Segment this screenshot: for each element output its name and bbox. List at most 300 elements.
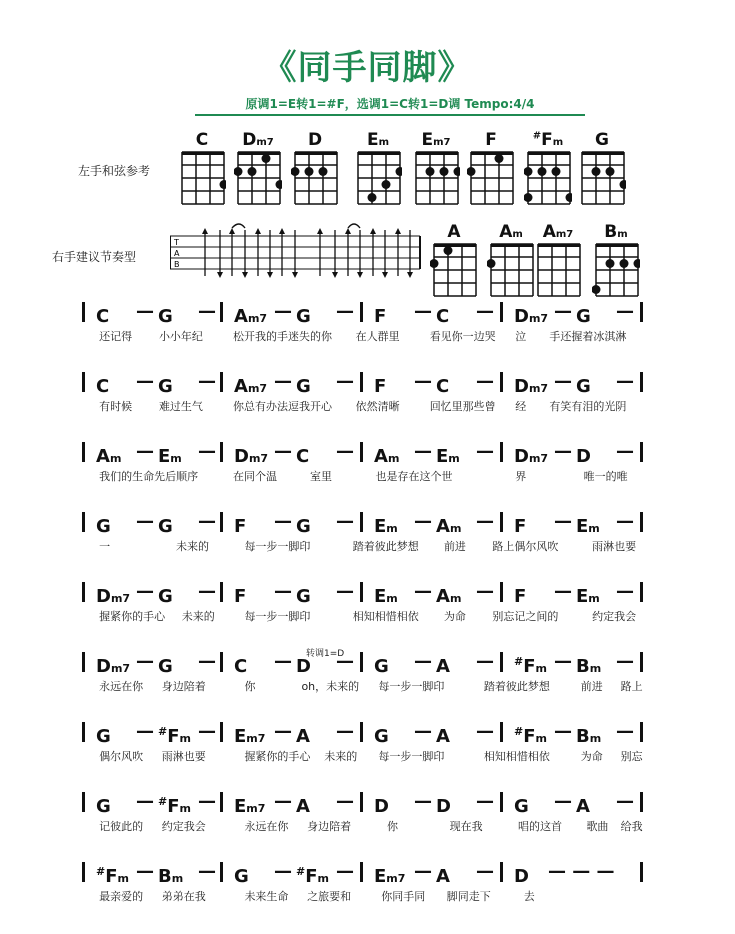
left-hand-label: 左手和弦参考 [78,164,151,178]
chord-quality: m7 [247,382,268,395]
lyric-text: 未来生命 [244,890,289,903]
barline [360,862,363,882]
lyric-text: 相知相惜相依 [352,610,419,623]
chord-quality: m [588,522,600,535]
lyric-text: 也是存在这个世 [375,470,453,483]
chord-root: E [436,446,449,467]
chord-symbol [436,790,451,821]
hold-dash: — [136,301,154,322]
lyric-text: 依然清晰 [355,400,400,413]
chord-root: C [296,446,310,467]
chord-symbol [436,300,449,331]
fretboard-grid [487,242,535,302]
chord-line [82,790,652,817]
lyric-text: 永远在你 [99,680,144,693]
chord-symbol [234,790,265,821]
barline [500,862,503,882]
chord-line [82,370,652,397]
lyric-line [82,749,652,765]
lyric-text: 你 [244,680,256,693]
lyric-text: 难过生气 [158,400,203,413]
chord-quality: m7 [247,312,268,325]
chord-root: F [234,586,247,607]
hold-dash: — [476,441,494,462]
lyric-text: 之旅要和 [307,890,352,903]
hold-dash: — [198,511,216,532]
chord-symbol [158,790,191,821]
chord-root: A [436,516,450,537]
chord-symbol [576,370,591,401]
hold-dash: — [136,511,154,532]
chord-root: G [158,656,173,677]
lyric-text: 为命 [443,610,466,623]
chord-root: G [374,656,389,677]
chord-root: F [167,796,180,817]
lyric-text: 弟弟在我 [161,890,206,903]
lyric-text: 每一步一脚印 [378,750,445,763]
lyric-text: 未来的 [176,540,210,553]
sharp-sign: # [514,655,524,668]
chord-symbol [436,860,450,891]
chord-symbol [374,650,389,681]
chord-symbol [158,300,173,331]
chord-diagram-name [178,130,226,150]
chord-root: B [158,866,172,887]
hold-dash: — [336,511,354,532]
fretboard-grid [578,150,626,210]
lyric-text: 路上 [620,680,643,693]
lyric-text: 唱的这首 [518,820,563,833]
chord-root: G [158,306,173,327]
barline [640,372,643,392]
chord-symbol [158,860,183,891]
barline [360,582,363,602]
fretboard-grid [178,150,226,210]
lyric-line [82,609,652,625]
chord-root: A [374,446,388,467]
chord-quality: m [617,229,628,240]
lyric-text: 雨淋也要 [592,540,637,553]
hold-dash: — [274,791,292,812]
hold-dash: — [414,651,432,672]
lyric-text: 身边陪着 [161,680,206,693]
chord-quality: m7 [246,802,266,815]
lyric-text: 在人群里 [355,330,400,343]
barline [500,512,503,532]
hold-dash: — [274,651,292,672]
barline [82,372,85,392]
lyric-text: 去 [523,890,535,903]
chord-root: A [296,796,310,817]
chord-diagram-g [578,130,626,210]
chord-quality: m [448,452,460,465]
lyric-text: 每一步一脚印 [244,540,311,553]
lyric-text: 前进 [443,540,466,553]
hold-dash: — [336,371,354,392]
chord-root: D [296,656,311,677]
barline [220,442,223,462]
chord-root: A [96,446,110,467]
lyric-text: 还记得 [99,330,133,343]
chord-diagram-am7 [534,222,582,302]
hold-dash: — [476,301,494,322]
hold-dash: — [414,371,432,392]
rhythm-pattern-tab [170,222,425,284]
barline [82,792,85,812]
chord-quality: m7 [386,872,406,885]
barline [500,442,503,462]
chord-symbol [296,790,310,821]
lyric-text: 最亲爱的 [99,890,144,903]
hold-dash: — [198,721,216,742]
barline [500,582,503,602]
sharp-sign: # [96,865,106,878]
hold-dash: — [198,581,216,602]
chord-line [82,300,652,327]
chord-root: D [242,130,257,150]
barline [82,722,85,742]
chord-quality: m7 [528,312,549,325]
fretboard-grid [354,150,402,210]
chord-root: B [576,726,590,747]
hold-dash: — [198,441,216,462]
chord-symbol [296,860,329,891]
lyric-text: 界 [515,470,527,483]
barline [82,652,85,672]
chord-symbol [158,370,173,401]
chord-symbol [514,300,548,331]
hold-dash: — [414,791,432,812]
barline [640,652,643,672]
chord-root: G [576,376,591,397]
chord-root: G [296,376,311,397]
chord-quality: m7 [555,229,574,240]
chord-symbol [436,440,460,471]
hold-dash: — [616,511,634,532]
fretboard-grid [430,242,478,302]
chord-symbol [576,300,591,331]
barline [640,302,643,322]
chord-line [82,720,652,747]
chord-root: A [499,222,513,242]
chord-root: B [576,656,590,677]
lyric-text: 有时候 [99,400,133,413]
hold-dash: — [336,721,354,742]
chord-root: F [374,376,387,397]
hold-dash: — [476,721,494,742]
lyric-line [82,889,652,905]
hold-dash: — [136,791,154,812]
hold-dash: — [274,371,292,392]
barline [640,442,643,462]
lyric-text: 记彼此的 [99,820,144,833]
hold-dash: — [274,511,292,532]
chord-quality: m [386,592,398,605]
lyric-text: 在同个温 [233,470,278,483]
hold-dash: — [336,441,354,462]
chord-symbol [234,300,267,331]
chord-diagram-name [291,130,339,150]
lyric-text: 未来的 [324,750,358,763]
lyric-text: 手还握着冰淇淋 [549,330,627,343]
chord-quality: m [317,872,329,885]
barline [82,582,85,602]
hold-dash: — [414,441,432,462]
lyric-line [82,329,652,345]
chord-root: F [305,866,318,887]
chord-symbol [576,720,601,751]
chord-diagram-name [487,222,535,242]
chord-root: A [296,726,310,747]
chord-root: E [576,586,589,607]
lyric-text: 为命 [580,750,603,763]
chord-quality: m [171,872,184,885]
lyric-text: 相知相惜相依 [483,750,550,763]
chord-root: C [96,306,110,327]
chord-diagram-em7 [412,130,460,210]
hold-dash: — [198,861,216,882]
chord-root: G [296,306,311,327]
lyric-text: 看见你一边哭 [429,330,496,343]
barline [500,722,503,742]
lyric-text: 我们的生命先后顺序 [99,470,199,483]
chord-symbol [374,370,386,401]
chord-symbol [514,650,547,681]
lyric-text: 给我 [620,820,643,833]
chord-root: F [523,656,536,677]
hold-dash: — [476,791,494,812]
hold-dash: — [198,371,216,392]
hold-dash: — [616,301,634,322]
lyric-text: 握紧你的手心 [99,610,166,623]
chord-symbol [234,440,268,471]
lyric-text: 未来的 [181,610,215,623]
hold-dash: — [136,721,154,742]
chord-symbol [514,790,529,821]
hold-dash: — [476,371,494,392]
hold-dash: — [616,791,634,812]
sharp-sign: # [532,130,542,142]
lyric-text: 握紧你的手心 [244,750,311,763]
barline [82,442,85,462]
barline [360,442,363,462]
lyric-text: 松开我的手迷失的你 [233,330,333,343]
chord-quality: m7 [110,662,131,675]
lyric-line [82,469,652,485]
barline [220,652,223,672]
lyric-text: 泣 [515,330,527,343]
lyric-text: 路上偶尔风吹 [492,540,559,553]
chord-root: G [234,866,249,887]
fretboard-grid [592,242,640,302]
tab-letter: A [174,249,180,258]
chord-diagram-a [430,222,478,302]
chord-root: G [576,306,591,327]
hold-dash: — [274,721,292,742]
chord-root: F [541,130,553,150]
barline [360,372,363,392]
barline [220,862,223,882]
hold-dash: — [476,511,494,532]
chord-symbol [234,860,249,891]
chord-symbol [234,720,265,751]
chord-symbol [514,720,547,751]
chord-root: D [514,866,529,887]
chord-symbol [436,580,461,611]
chord-symbol [374,300,386,331]
chord-symbol [514,860,529,891]
lyric-text: 别忘 [620,750,643,763]
chord-root: B [604,222,618,242]
barline [220,722,223,742]
fretboard-grid [534,242,582,302]
chord-symbol [436,510,461,541]
lyric-line [82,539,652,555]
chord-diagram-name [524,130,572,150]
lyric-line [82,399,652,415]
chord-diagram-sharp-fm [524,130,572,210]
chord-symbol [96,510,111,541]
chord-symbol [158,650,173,681]
barline [82,302,85,322]
chord-root: E [374,866,387,887]
barline [500,302,503,322]
hold-dash: — [554,301,572,322]
hold-dash: — [336,861,354,882]
chord-diagram-am [487,222,535,302]
chord-symbol [96,370,109,401]
chord-symbol [436,650,450,681]
chord-quality: m [387,452,400,465]
chord-quality: m7 [248,452,269,465]
lyric-text: 室里 [310,470,332,483]
lyric-text: 你总有办法逗我开心 [233,400,333,413]
chord-symbol [374,580,398,611]
chord-symbol [234,580,246,611]
chord-root: G [296,516,311,537]
chord-symbol [296,510,311,541]
chord-root: G [96,726,111,747]
chord-root: G [374,726,389,747]
chord-symbol [158,440,182,471]
chord-root: D [234,446,249,467]
lyric-text: 踏着彼此梦想 [483,680,550,693]
lyric-line [82,679,652,695]
chord-quality: m7 [528,452,549,465]
hold-dash: — [198,301,216,322]
sharp-sign: # [158,725,168,738]
chord-symbol [436,720,450,751]
chord-root: A [542,222,556,242]
chord-root: A [436,586,450,607]
hold-dash: — [274,301,292,322]
chord-root: D [307,130,323,150]
fretboard-grid [291,150,339,210]
hold-dash: — [554,721,572,742]
chord-symbol [234,370,267,401]
chord-quality: m [109,452,122,465]
chord-symbol [436,370,449,401]
lyric-text: 你同手同 [381,890,426,903]
hold-dash: — [414,721,432,742]
hold-dash: — [136,441,154,462]
lyric-text: oh，未来的 [301,680,360,693]
barline [360,302,363,322]
chord-root: D [514,306,529,327]
chord-diagram-f [467,130,515,210]
chord-line [82,580,652,607]
chord-root: G [514,796,529,817]
chord-root: G [158,376,173,397]
lyric-text: 脚同走下 [446,890,491,903]
chord-symbol [96,300,109,331]
hold-dash: — [198,791,216,812]
chord-symbol [158,720,191,751]
chord-symbol [158,510,173,541]
lyric-text: 约定我会 [592,610,637,623]
hold-dash: — [336,791,354,812]
barline [360,792,363,812]
chord-symbol [576,790,590,821]
chord-root: G [158,586,173,607]
lyric-text: 经 [515,400,527,413]
hold-dash: — [274,581,292,602]
chord-root: A [234,306,248,327]
chord-diagram-c [178,130,226,210]
hold-dash: — [414,511,432,532]
chord-diagram-name [430,222,478,242]
chord-diagram-em [354,130,402,210]
lyric-text: 回忆里那些曾 [429,400,496,413]
hold-dash: — [616,441,634,462]
chord-symbol [374,790,389,821]
barline [220,512,223,532]
barline [500,372,503,392]
chord-root: F [485,130,497,150]
hold-dash: — [414,301,432,322]
modulation-note: 转调1=D [306,649,345,659]
lyric-text: 别忘记之间的 [492,610,559,623]
fretboard-grid [524,150,572,210]
chord-line [82,440,652,467]
lyric-text: 小小年纪 [158,330,203,343]
chord-root: C [436,376,450,397]
barline [640,512,643,532]
fretboard-grid [412,150,460,210]
chord-diagram-name [578,130,626,150]
hold-dash: — [136,861,154,882]
chord-symbol [514,510,526,541]
chord-diagram-name [534,222,582,242]
lyric-text: 雨淋也要 [161,750,206,763]
lyric-text: 永远在你 [244,820,289,833]
barline [82,512,85,532]
tab-letter: T [174,238,179,247]
chord-root: F [514,516,527,537]
chord-quality: m [449,522,462,535]
right-hand-label: 右手建议节奏型 [52,250,137,264]
chord-root: A [234,376,248,397]
chord-quality: m [512,229,523,240]
chord-quality: m7 [433,137,451,148]
chord-diagram-dm7 [234,130,282,210]
chord-root: C [436,306,450,327]
chord-line [82,510,652,537]
barline [360,652,363,672]
chord-root: E [234,796,247,817]
chord-diagram-name [592,222,640,242]
lyric-text: 踏着彼此梦想 [352,540,419,553]
